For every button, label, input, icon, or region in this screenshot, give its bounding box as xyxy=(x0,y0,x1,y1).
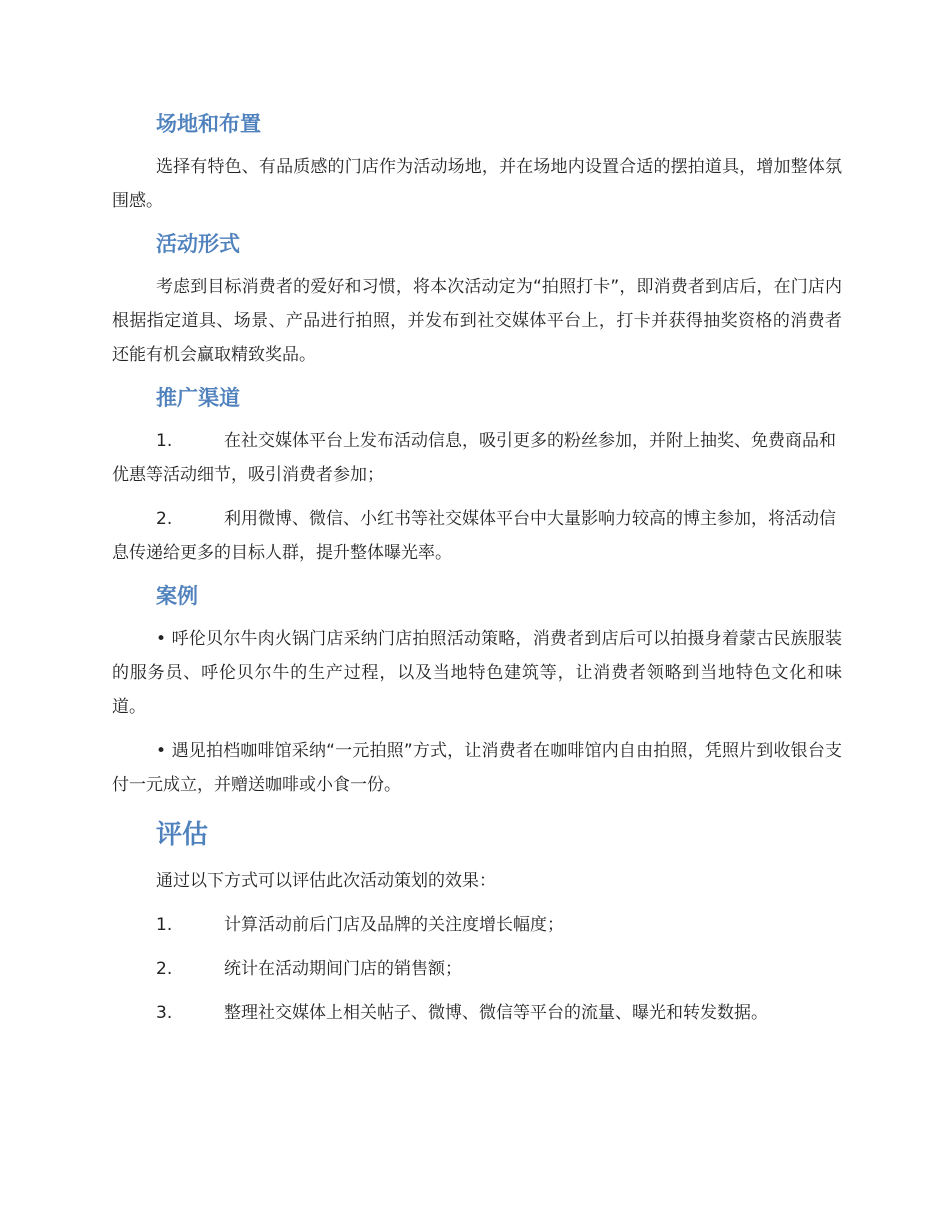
list-text: 在社交媒体平台上发布活动信息，吸引更多的粉丝参加，并附上抽奖、免费商品和优惠等活动细节，吸引消费者参加； xyxy=(112,431,836,485)
list-number: 2. xyxy=(156,509,173,529)
list-item xyxy=(112,996,842,1030)
list-item xyxy=(112,424,842,492)
list-item xyxy=(112,908,842,942)
list-text: 统计在活动期间门店的销售额； xyxy=(224,959,462,979)
paragraph-venue: 选择有特色、有品质感的门店作为活动场地，并在场地内设置合适的摆拍道具，增加整体氛围感。 xyxy=(112,157,842,211)
list-text: 计算活动前后门店及品牌的关注度增长幅度； xyxy=(224,915,564,935)
paragraph-format: 考虑到目标消费者的爱好和习惯，将本次活动定为“拍照打卡”，即消费者到店后，在门店内根据指定道具、场景、产品进行拍照，并发布到社交媒体平台上，打卡并获得抽奖资格的消费者还能有机会赢取精致奖品。 xyxy=(112,277,842,365)
paragraph-evaluation-intro: 通过以下方式可以评估此次活动策划的效果： xyxy=(156,871,496,891)
case-item: • 遇见拍档咖啡馆采纳“一元拍照”方式，让消费者在咖啡馆内自由拍照，凭照片到收银台支付一元成立，并赠送咖啡或小食一份。 xyxy=(112,741,842,795)
list-text: 整理社交媒体上相关帖子、微博、微信等平台的流量、曝光和转发数据。 xyxy=(224,1003,768,1023)
heading-cases: 案例 xyxy=(156,584,198,608)
list-number: 1. xyxy=(156,431,173,451)
heading-evaluation: 评估 xyxy=(156,820,209,850)
heading-channels: 推广渠道 xyxy=(156,386,240,410)
list-text: 利用微博、微信、小红书等社交媒体平台中大量影响力较高的博主参加，将活动信息传递给更多的目标人群，提升整体曝光率。 xyxy=(112,509,836,563)
list-item xyxy=(112,952,842,986)
list-item xyxy=(112,502,842,570)
list-number: 3. xyxy=(156,1003,173,1023)
heading-venue: 场地和布置 xyxy=(156,112,261,136)
case-item: • 呼伦贝尔牛肉火锅门店采纳门店拍照活动策略，消费者到店后可以拍摄身着蒙古民族服装的服务员、呼伦贝尔牛的生产过程，以及当地特色建筑等，让消费者领略到当地特色文化和味道。 xyxy=(112,629,842,717)
list-number: 2. xyxy=(156,959,173,979)
heading-format: 活动形式 xyxy=(156,232,240,256)
document-body xyxy=(112,108,842,1030)
list-number: 1. xyxy=(156,915,173,935)
